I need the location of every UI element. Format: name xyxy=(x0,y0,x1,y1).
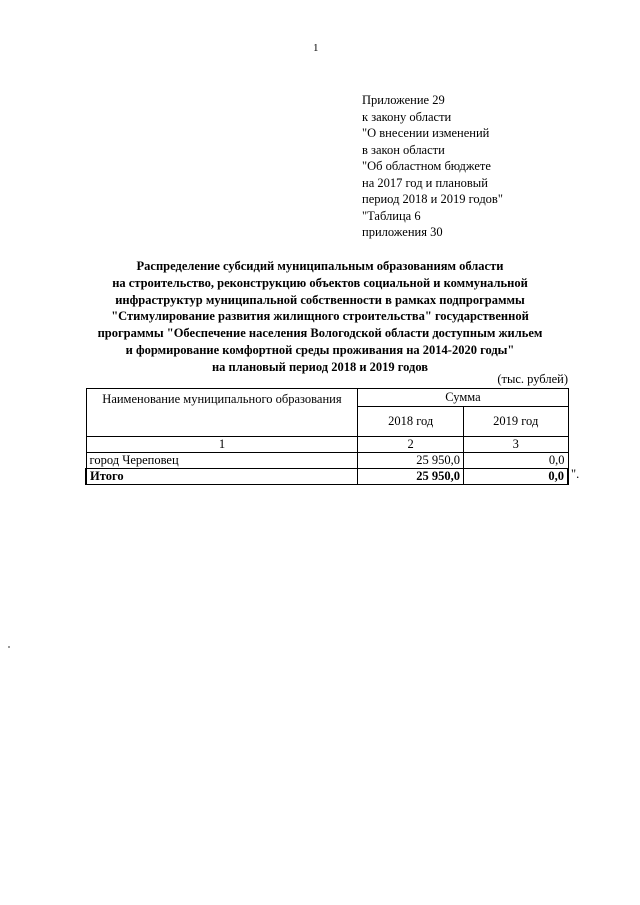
table-row xyxy=(86,453,568,469)
title-line: на строительство, реконструкцию объектов социальной и коммунальной xyxy=(112,275,528,290)
header-year-2018: 2018 год xyxy=(358,406,464,436)
amount-2019: 0,0 xyxy=(463,453,568,469)
subsidy-table xyxy=(85,388,569,485)
column-number: 1 xyxy=(86,437,358,453)
title-line: инфраструктур муниципальной собственности в рамках подпрограммы xyxy=(115,292,525,307)
municipality-name: город Череповец xyxy=(86,453,358,469)
appendix-line: приложения 30 xyxy=(362,225,443,239)
appendix-line: на 2017 год и плановый xyxy=(362,175,488,190)
total-label: Итого xyxy=(86,469,358,485)
total-row xyxy=(86,469,568,485)
appendix-line: период 2018 и 2019 годов" xyxy=(362,192,503,206)
appendix-reference xyxy=(362,92,503,241)
units-label: (тыс. рублей) xyxy=(497,372,568,386)
header-municipality: Наименование муниципального образования xyxy=(86,389,358,437)
scan-speck xyxy=(8,646,10,648)
title-line: программы "Обеспечение населения Вологодской области доступным жильем xyxy=(97,326,543,341)
appendix-line: "Об областном бюджете xyxy=(362,159,491,173)
title-line: и формирование комфортной среды проживания на 2014-2020 годы" xyxy=(125,342,515,357)
title-line: на плановый период 2018 и 2019 годов xyxy=(211,359,429,374)
header-year-2019: 2019 год xyxy=(463,406,568,436)
appendix-line: к закону области xyxy=(362,109,452,124)
total-2019: 0,0 xyxy=(463,469,568,485)
total-2018: 25 950,0 xyxy=(358,469,464,485)
title-line: Распределение субсидий муниципальным образованиям области xyxy=(136,259,504,273)
appendix-line: Приложение 29 xyxy=(362,93,445,107)
page-number: 1 xyxy=(313,42,319,54)
title-line: "Стимулирование развития жилищного строительства" государственной xyxy=(111,309,529,324)
appendix-line: в закон области xyxy=(362,142,445,157)
amount-2018: 25 950,0 xyxy=(358,453,464,469)
header-sum: Сумма xyxy=(358,389,568,407)
column-number: 2 xyxy=(358,437,464,453)
column-number: 3 xyxy=(463,437,568,453)
appendix-line: "Таблица 6 xyxy=(362,208,421,223)
document-title xyxy=(60,258,580,376)
closing-quote: ". xyxy=(571,467,580,481)
appendix-line: "О внесении изменений xyxy=(362,126,490,140)
